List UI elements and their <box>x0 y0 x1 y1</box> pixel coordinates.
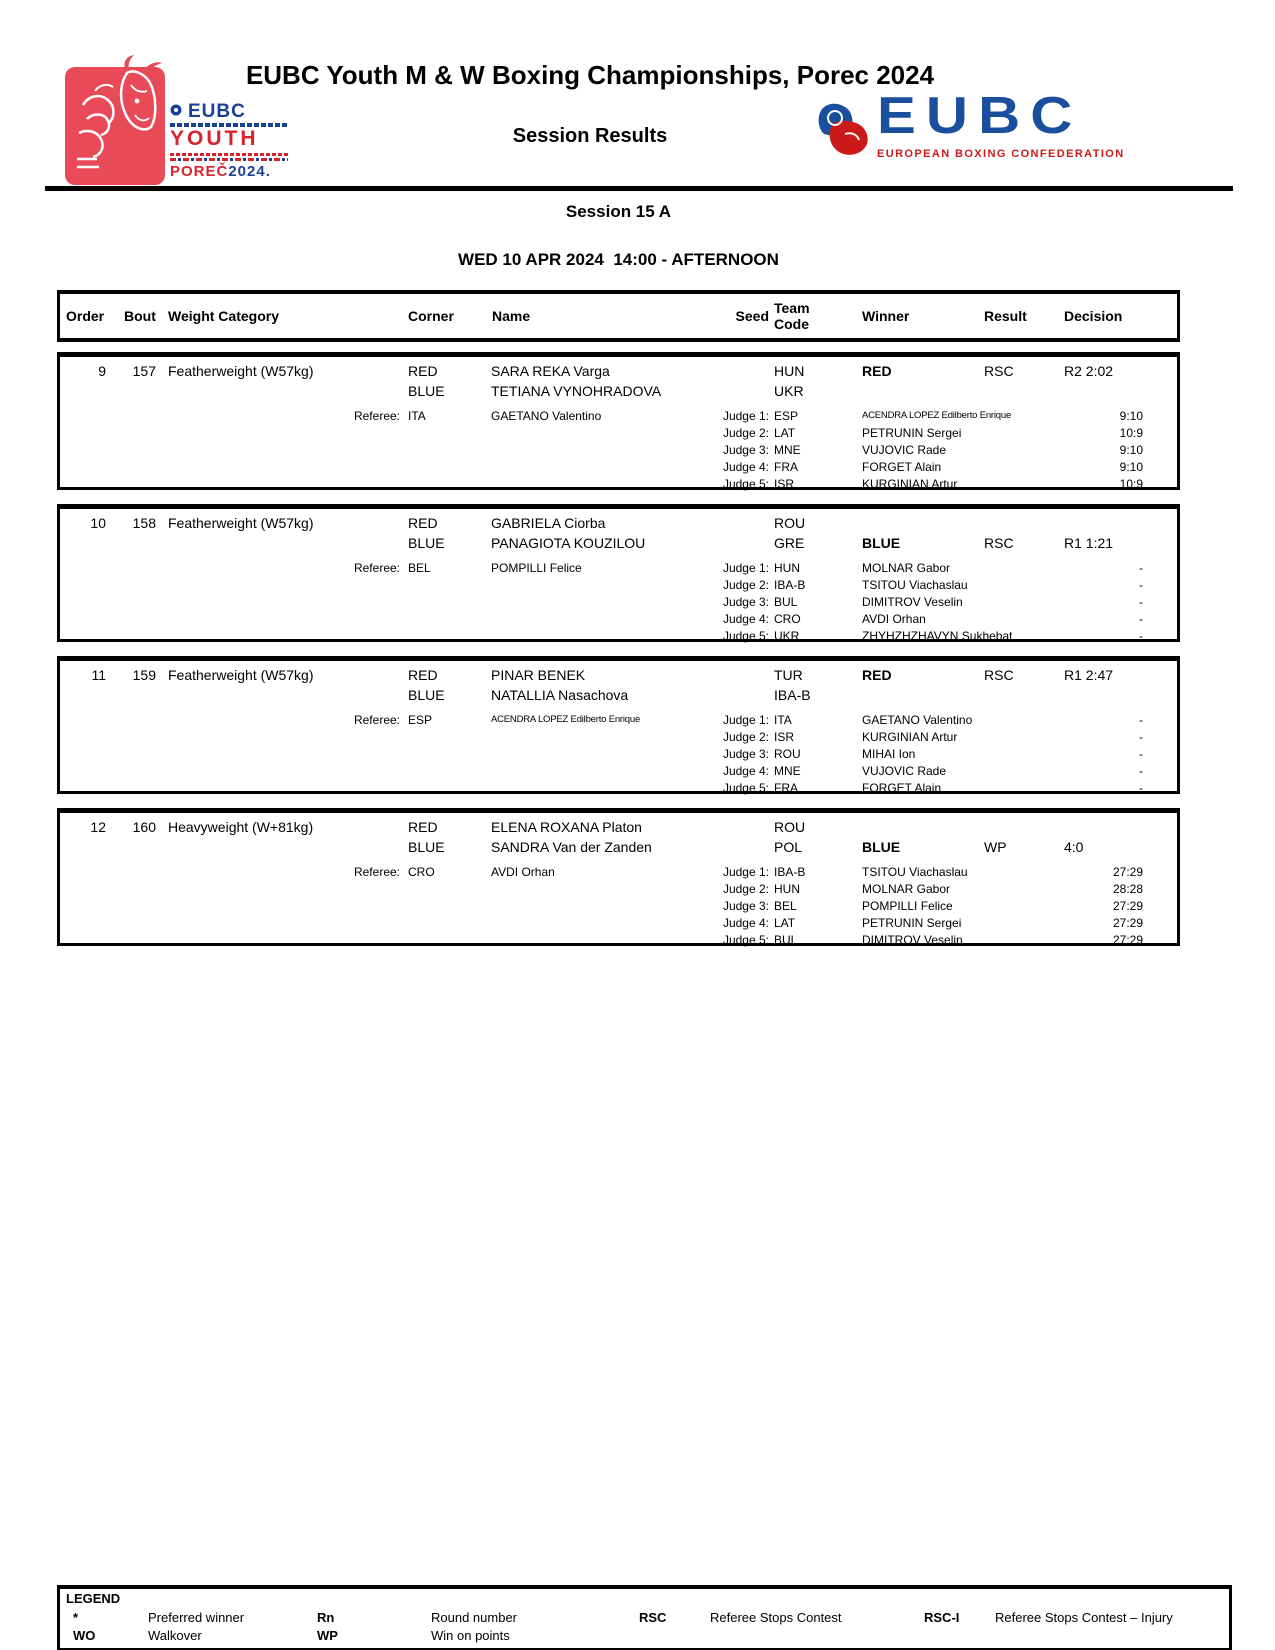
judge-score: 27:29 <box>1112 864 1143 879</box>
judge-name: FORGET Alain <box>862 780 942 795</box>
corner-label: RED <box>408 819 438 835</box>
eubc-logo-subtext: EUROPEAN BOXING CONFEDERATION <box>877 148 1125 160</box>
judge-label: Judge 4: <box>722 611 769 626</box>
judge-country: BUL <box>774 932 798 947</box>
col-decision: Decision <box>1064 308 1123 324</box>
legend-key: WO <box>73 1627 96 1643</box>
judge-label: Judge 3: <box>722 746 769 761</box>
referee-country: ITA <box>408 408 426 423</box>
judge-label: Judge 2: <box>722 425 769 440</box>
judge-label: Judge 1: <box>722 712 769 727</box>
judge-label: Judge 5: <box>722 932 769 947</box>
legend-desc: Win on points <box>431 1627 510 1643</box>
referee-label: Referee: <box>353 864 400 879</box>
judge-row <box>60 458 1177 475</box>
judge-country: LAT <box>774 425 796 440</box>
judge-country: ITA <box>774 712 792 727</box>
judge-row <box>60 576 1177 593</box>
judge-name: VUJOVIC Rade <box>862 763 947 778</box>
judge-label: Judge 4: <box>722 459 769 474</box>
judge-row <box>60 593 1177 610</box>
judge-score: - <box>1139 628 1143 643</box>
blue-corner-row <box>60 381 1177 401</box>
boxer-name: TETIANA VYNOHRADOVA <box>491 383 662 399</box>
judge-name: TSITOU Viachaslau <box>862 864 968 879</box>
corner-label: BLUE <box>408 535 445 551</box>
judge-label: Judge 1: <box>722 560 769 575</box>
boxer-name: ELENA ROXANA Platon <box>491 819 642 835</box>
winner-value: BLUE <box>862 535 901 551</box>
judge-country: CRO <box>774 611 801 626</box>
judge-score: - <box>1139 746 1143 761</box>
bout-order: 10 <box>90 515 106 531</box>
judge-name: MIHAI Ion <box>862 746 916 761</box>
team-code: IBA-B <box>774 687 811 703</box>
judge-row <box>60 762 1177 779</box>
porec-text: POREČ <box>170 163 229 181</box>
legend-key: Rn <box>317 1609 335 1625</box>
judge-country: UKR <box>774 628 800 643</box>
corner-label: RED <box>408 667 438 683</box>
boxer-name: SARA REKA Varga <box>491 363 610 379</box>
blue-corner-row <box>60 533 1177 553</box>
legend-desc: Walkover <box>148 1627 202 1643</box>
winner-value: BLUE <box>862 839 901 855</box>
youth-logo-eubc-text: EUBC <box>188 101 246 122</box>
team-code: UKR <box>774 383 804 399</box>
judge-label: Judge 2: <box>722 729 769 744</box>
corner-label: BLUE <box>408 839 445 855</box>
judge-label: Judge 5: <box>722 628 769 643</box>
team-code: ROU <box>774 819 806 835</box>
referee-judge-row <box>60 863 1177 880</box>
session-name: Session 15 A <box>565 202 672 221</box>
referee-country: BEL <box>408 560 431 575</box>
decision-value: 4:0 <box>1064 839 1084 855</box>
result-value: RSC <box>984 667 1014 683</box>
judge-name: VUJOVIC Rade <box>862 442 947 457</box>
judge-row <box>60 897 1177 914</box>
judge-row <box>60 627 1177 644</box>
judge-country: ISR <box>774 476 795 491</box>
col-weight: Weight Category <box>168 308 279 324</box>
glove-icon <box>170 104 185 119</box>
judge-score: - <box>1139 712 1143 727</box>
col-order: Order <box>66 308 105 324</box>
judge-label: Judge 5: <box>722 476 769 491</box>
judge-name: KURGINIAN Artur <box>862 476 958 491</box>
result-value: WP <box>984 839 1007 855</box>
col-winner: Winner <box>862 308 910 324</box>
judge-row <box>60 779 1177 796</box>
judge-name: ZHYHZHZHAVYN Sukhebat <box>862 628 1013 643</box>
page-title: EUBC Youth M & W Boxing Championships, Porec 2024 <box>245 60 935 90</box>
judge-country: MNE <box>774 442 801 457</box>
judge-name: POMPILLI Felice <box>862 898 953 913</box>
judge-label: Judge 1: <box>722 408 769 423</box>
col-name: Name <box>492 308 531 324</box>
judge-label: Judge 3: <box>722 442 769 457</box>
judge-row <box>60 475 1177 492</box>
corner-label: RED <box>408 515 438 531</box>
judge-name: PETRUNIN Sergei <box>862 425 962 440</box>
judge-country: LAT <box>774 915 796 930</box>
judge-name: AVDI Orhan <box>862 611 926 626</box>
eubc-confederation-logo <box>815 87 1135 168</box>
judge-row <box>60 914 1177 931</box>
referee-name: POMPILLI Felice <box>491 560 582 575</box>
judge-score: - <box>1139 611 1143 626</box>
legend-key: WP <box>317 1627 338 1643</box>
referee-name: GAETANO Valentino <box>491 408 602 423</box>
col-team-code <box>774 300 862 332</box>
team-code: TUR <box>774 667 803 683</box>
referee-judge-row <box>60 407 1177 424</box>
bout-result-block <box>57 808 1180 946</box>
judge-score: 27:29 <box>1112 915 1143 930</box>
judge-name: FORGET Alain <box>862 459 942 474</box>
judge-name: GAETANO Valentino <box>862 712 973 727</box>
team-code: POL <box>774 839 803 855</box>
judge-score: 9:10 <box>1119 442 1143 457</box>
judge-row <box>60 424 1177 441</box>
judge-score: 10:9 <box>1119 425 1143 440</box>
bout-result-block <box>57 656 1180 794</box>
boxer-name: PINAR BENEK <box>491 667 586 683</box>
boxer-name: PANAGIOTA KOUZILOU <box>491 535 646 551</box>
legend-row <box>60 1626 1229 1644</box>
judge-country: BUL <box>774 594 798 609</box>
judge-score: 9:10 <box>1119 459 1143 474</box>
boxing-glove-icon <box>815 98 873 164</box>
legend <box>57 1585 1232 1650</box>
legend-desc: Referee Stops Contest <box>710 1609 842 1625</box>
result-value: RSC <box>984 363 1014 379</box>
team-code: HUN <box>774 363 805 379</box>
legend-key: * <box>73 1609 79 1625</box>
judge-country: HUN <box>774 560 800 575</box>
referee-country: CRO <box>408 864 435 879</box>
bout-number: 160 <box>132 819 156 835</box>
col-team-line2: Code <box>774 316 809 332</box>
weight-category: Featherweight (W57kg) <box>168 363 314 379</box>
legend-desc: Referee Stops Contest – Injury <box>995 1609 1173 1625</box>
corner-label: RED <box>408 363 438 379</box>
youth-logo-tagline <box>170 158 288 161</box>
judge-label: Judge 3: <box>722 594 769 609</box>
legend-desc: Round number <box>431 1609 517 1625</box>
header-divider <box>45 186 1233 191</box>
judge-name: KURGINIAN Artur <box>862 729 958 744</box>
judge-score: - <box>1139 729 1143 744</box>
referee-name: ACENDRA LOPEZ Edilberto Enrique <box>491 714 641 725</box>
judge-name: DIMITROV Veselin <box>862 594 963 609</box>
eubc-logo-text: EUBC <box>877 87 1083 145</box>
youth-logo-tagline <box>170 153 288 156</box>
legend-desc: Preferred winner <box>148 1609 245 1625</box>
judge-row <box>60 610 1177 627</box>
youth-logo-porec-text <box>170 164 288 179</box>
referee-judge-row <box>60 559 1177 576</box>
boxer-name: NATALLIA Nasachova <box>491 687 629 703</box>
col-result: Result <box>984 308 1027 324</box>
judge-row <box>60 931 1177 948</box>
referee-label: Referee: <box>353 560 400 575</box>
bout-order: 11 <box>91 667 106 683</box>
team-code: ROU <box>774 515 806 531</box>
corner-label: BLUE <box>408 687 445 703</box>
referee-label: Referee: <box>353 712 400 727</box>
judge-name: TSITOU Viachaslau <box>862 577 968 592</box>
weight-category: Featherweight (W57kg) <box>168 515 314 531</box>
judge-name: MOLNAR Gabor <box>862 881 951 896</box>
judge-country: ROU <box>774 746 801 761</box>
boxer-name: GABRIELA Ciorba <box>491 515 606 531</box>
bout-number: 157 <box>132 363 156 379</box>
weight-category: Featherweight (W57kg) <box>168 667 314 683</box>
red-corner-row <box>60 513 1177 533</box>
judge-row <box>60 441 1177 458</box>
decision-value: R1 1:21 <box>1064 535 1114 551</box>
bout-number: 159 <box>132 667 156 683</box>
judge-country: FRA <box>774 780 798 795</box>
weight-category: Heavyweight (W+81kg) <box>168 819 314 835</box>
judge-label: Judge 5: <box>722 780 769 795</box>
judge-row <box>60 745 1177 762</box>
judge-label: Judge 4: <box>722 763 769 778</box>
judge-score: 27:29 <box>1112 932 1143 947</box>
judge-label: Judge 3: <box>722 898 769 913</box>
judge-name: DIMITROV Veselin <box>862 932 963 947</box>
result-value: RSC <box>984 535 1014 551</box>
judge-name: PETRUNIN Sergei <box>862 915 962 930</box>
bout-order: 9 <box>98 363 106 379</box>
boxer-name: SANDRA Van der Zanden <box>491 839 652 855</box>
judge-country: IBA-B <box>774 577 806 592</box>
col-bout: Bout <box>124 308 156 324</box>
youth-logo-youth-text: YOUTH <box>170 127 259 150</box>
bout-result-block <box>57 352 1180 490</box>
judge-score: - <box>1139 577 1143 592</box>
judge-country: HUN <box>774 881 800 896</box>
judge-score: - <box>1139 560 1143 575</box>
col-corner: Corner <box>408 308 454 324</box>
judge-score: 10:9 <box>1119 476 1143 491</box>
legend-row <box>60 1608 1229 1626</box>
bout-result-block <box>57 504 1180 642</box>
legend-key: RSC <box>639 1609 667 1625</box>
results-table-header <box>57 290 1180 342</box>
red-corner-row <box>60 361 1177 381</box>
judge-name: ACENDRA LOPEZ Edilberto Enrique <box>862 410 1012 421</box>
judge-score: - <box>1139 780 1143 795</box>
red-corner-row <box>60 817 1177 837</box>
judge-row <box>60 880 1177 897</box>
red-corner-row <box>60 665 1177 685</box>
judge-score: 9:10 <box>1119 408 1143 423</box>
col-seed: Seed <box>735 308 769 324</box>
judge-label: Judge 2: <box>722 881 769 896</box>
referee-label: Referee: <box>353 408 400 423</box>
col-team-line1: Team <box>774 299 810 316</box>
referee-name: AVDI Orhan <box>491 864 555 879</box>
judge-score: 27:29 <box>1112 898 1143 913</box>
judge-country: MNE <box>774 763 801 778</box>
judge-score: - <box>1139 594 1143 609</box>
referee-country: ESP <box>408 712 433 727</box>
porec-year: 2024. <box>228 163 271 181</box>
blue-corner-row <box>60 685 1177 705</box>
judge-score: 28:28 <box>1112 881 1143 896</box>
judge-label: Judge 4: <box>722 915 769 930</box>
page-subtitle: Session Results <box>512 125 668 147</box>
session-datetime: WED 10 APR 2024 14:00 - AFTERNOON <box>458 250 779 269</box>
judge-country: BEL <box>774 898 797 913</box>
corner-label: BLUE <box>408 383 445 399</box>
winner-value: RED <box>862 667 892 683</box>
legend-title: LEGEND <box>66 1591 121 1606</box>
legend-key: RSC-I <box>924 1609 960 1625</box>
judge-row <box>60 728 1177 745</box>
bout-order: 12 <box>90 819 106 835</box>
judge-country: FRA <box>774 459 798 474</box>
judge-country: ISR <box>774 729 795 744</box>
team-code: GRE <box>774 535 805 551</box>
judge-country: IBA-B <box>774 864 806 879</box>
judge-name: MOLNAR Gabor <box>862 560 951 575</box>
judge-label: Judge 1: <box>722 864 769 879</box>
referee-judge-row <box>60 711 1177 728</box>
winner-value: RED <box>862 363 892 379</box>
judge-score: - <box>1139 763 1143 778</box>
decision-value: R2 2:02 <box>1064 363 1114 379</box>
judge-label: Judge 2: <box>722 577 769 592</box>
judge-country: ESP <box>774 408 799 423</box>
blue-corner-row <box>60 837 1177 857</box>
decision-value: R1 2:47 <box>1064 667 1114 683</box>
bout-number: 158 <box>132 515 156 531</box>
